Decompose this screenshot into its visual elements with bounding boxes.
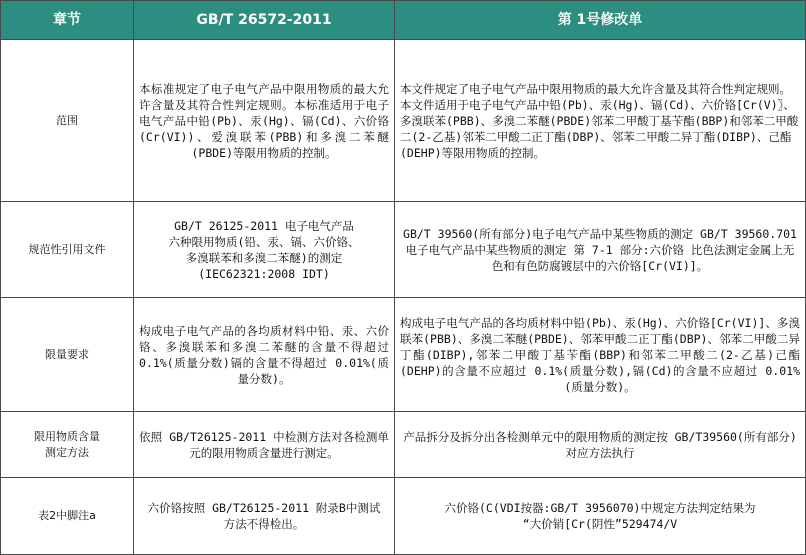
row-label-limit-requirements: 限量要求 — [1, 298, 134, 412]
table-row — [1, 478, 806, 555]
old-text-normative-references: GB/T 26125-2011 电子电气产品 六种限用物质(铅、汞、镉、六价铬、 多溴联苯和多溴二苯醚)的测定 (IEC62321:2008 IDT) — [134, 202, 395, 298]
new-text-normative-references: GB/T 39560(所有部分)电子电气产品中某些物质的测定 GB/T 39560.701 电子电气产品中某些物质的测定 第 7-1 部分:六价铬 比色法测定金属上无色和有色防腐镀层中的六价铬[Cr(VI)]。 — [395, 202, 806, 298]
table-row — [1, 202, 806, 298]
table-row — [1, 412, 806, 478]
new-text-test-method: 产品拆分及拆分出各检测单元中的限用物质的测定按 GB/T39560(所有部分)对应方法执行 — [395, 412, 806, 478]
row-label-normative-references: 规范性引用文件 — [1, 202, 134, 298]
new-text-footnote-a: 六价铬(C(VDI按器:GB/T 3956070)中规定方法判定结果为 “大价销[Cr(阴性”529474/V — [395, 478, 806, 555]
old-text-scope: 本标准规定了电子电气产品中限用物质的最大允许含量及其符合性判定规则。本标准适用于电子电气产品中铅(Pb)、汞(Hg)、镉(Cd)、六价铬(Cr(VI))、爱溴联苯(PBB)和多溴二苯醚(PBDE)等限用物质的控制。 — [134, 40, 395, 202]
row-label-footnote-a: 表2中脚注a — [1, 478, 134, 555]
header-section: 章节 — [1, 1, 134, 40]
row-label-scope: 范围 — [1, 40, 134, 202]
row-label-test-method: 限用物质含量 测定方法 — [1, 412, 134, 478]
header-row — [1, 1, 806, 40]
old-text-limit-requirements: 构成电子电气产品的各均质材料中铅、汞、六价铬、多溴联苯和多溴二苯醚的含量不得超过 0.1%(质量分数)镉的含量不得超过 0.01%(质量分数)。 — [134, 298, 395, 412]
header-amendment: 第 1号修改单 — [395, 1, 806, 40]
new-text-limit-requirements: 构成电子电气产品的各均质材料中铅(Pb)、汞(Hg)、六价铬[Cr(VI)]、多溴联苯(PBB)、多溴二苯醚(PBDE)、邻苯甲酸二正丁酯(DBP)、邻苯二甲酸二异丁酯(DIBP),邻苯二甲酸丁基苄酯(BBP)和邻苯二甲酸二(2-乙基)己酯(DEHP)的含量不应超过 0.1%(质量分数),镉(Cd)的含量不应超过 0.01%(质量分数)。 — [395, 298, 806, 412]
old-text-test-method: 依照 GB/T26125-2011 中检测方法对各检测单元的限用物质含量进行测定。 — [134, 412, 395, 478]
table-row — [1, 40, 806, 202]
header-old-standard: GB/T 26572-2011 — [134, 1, 395, 40]
table-row — [1, 298, 806, 412]
old-text-footnote-a: 六价铬按照 GB/T26125-2011 附录B中测试 方法不得检出。 — [134, 478, 395, 555]
new-text-scope: 本文件规定了电子电气产品中限用物质的最大允许含量及其符合性判定规则。本文件适用于电子电气产品中铅(Pb)、汞(Hg)、镉(Cd)、六价铬[Cr(V)〗、多溴联苯(PBB)、多溴二苯醚(PBDE)邻苯二甲酸丁基苄酯(BBP)和邻苯二甲酸二(2-乙基)邻苯二甲酸二正丁酯(DBP)、邻苯二甲酸二异丁酯(DIBP)、己酯(DEHP)等限用物质的控制。 — [395, 40, 806, 202]
